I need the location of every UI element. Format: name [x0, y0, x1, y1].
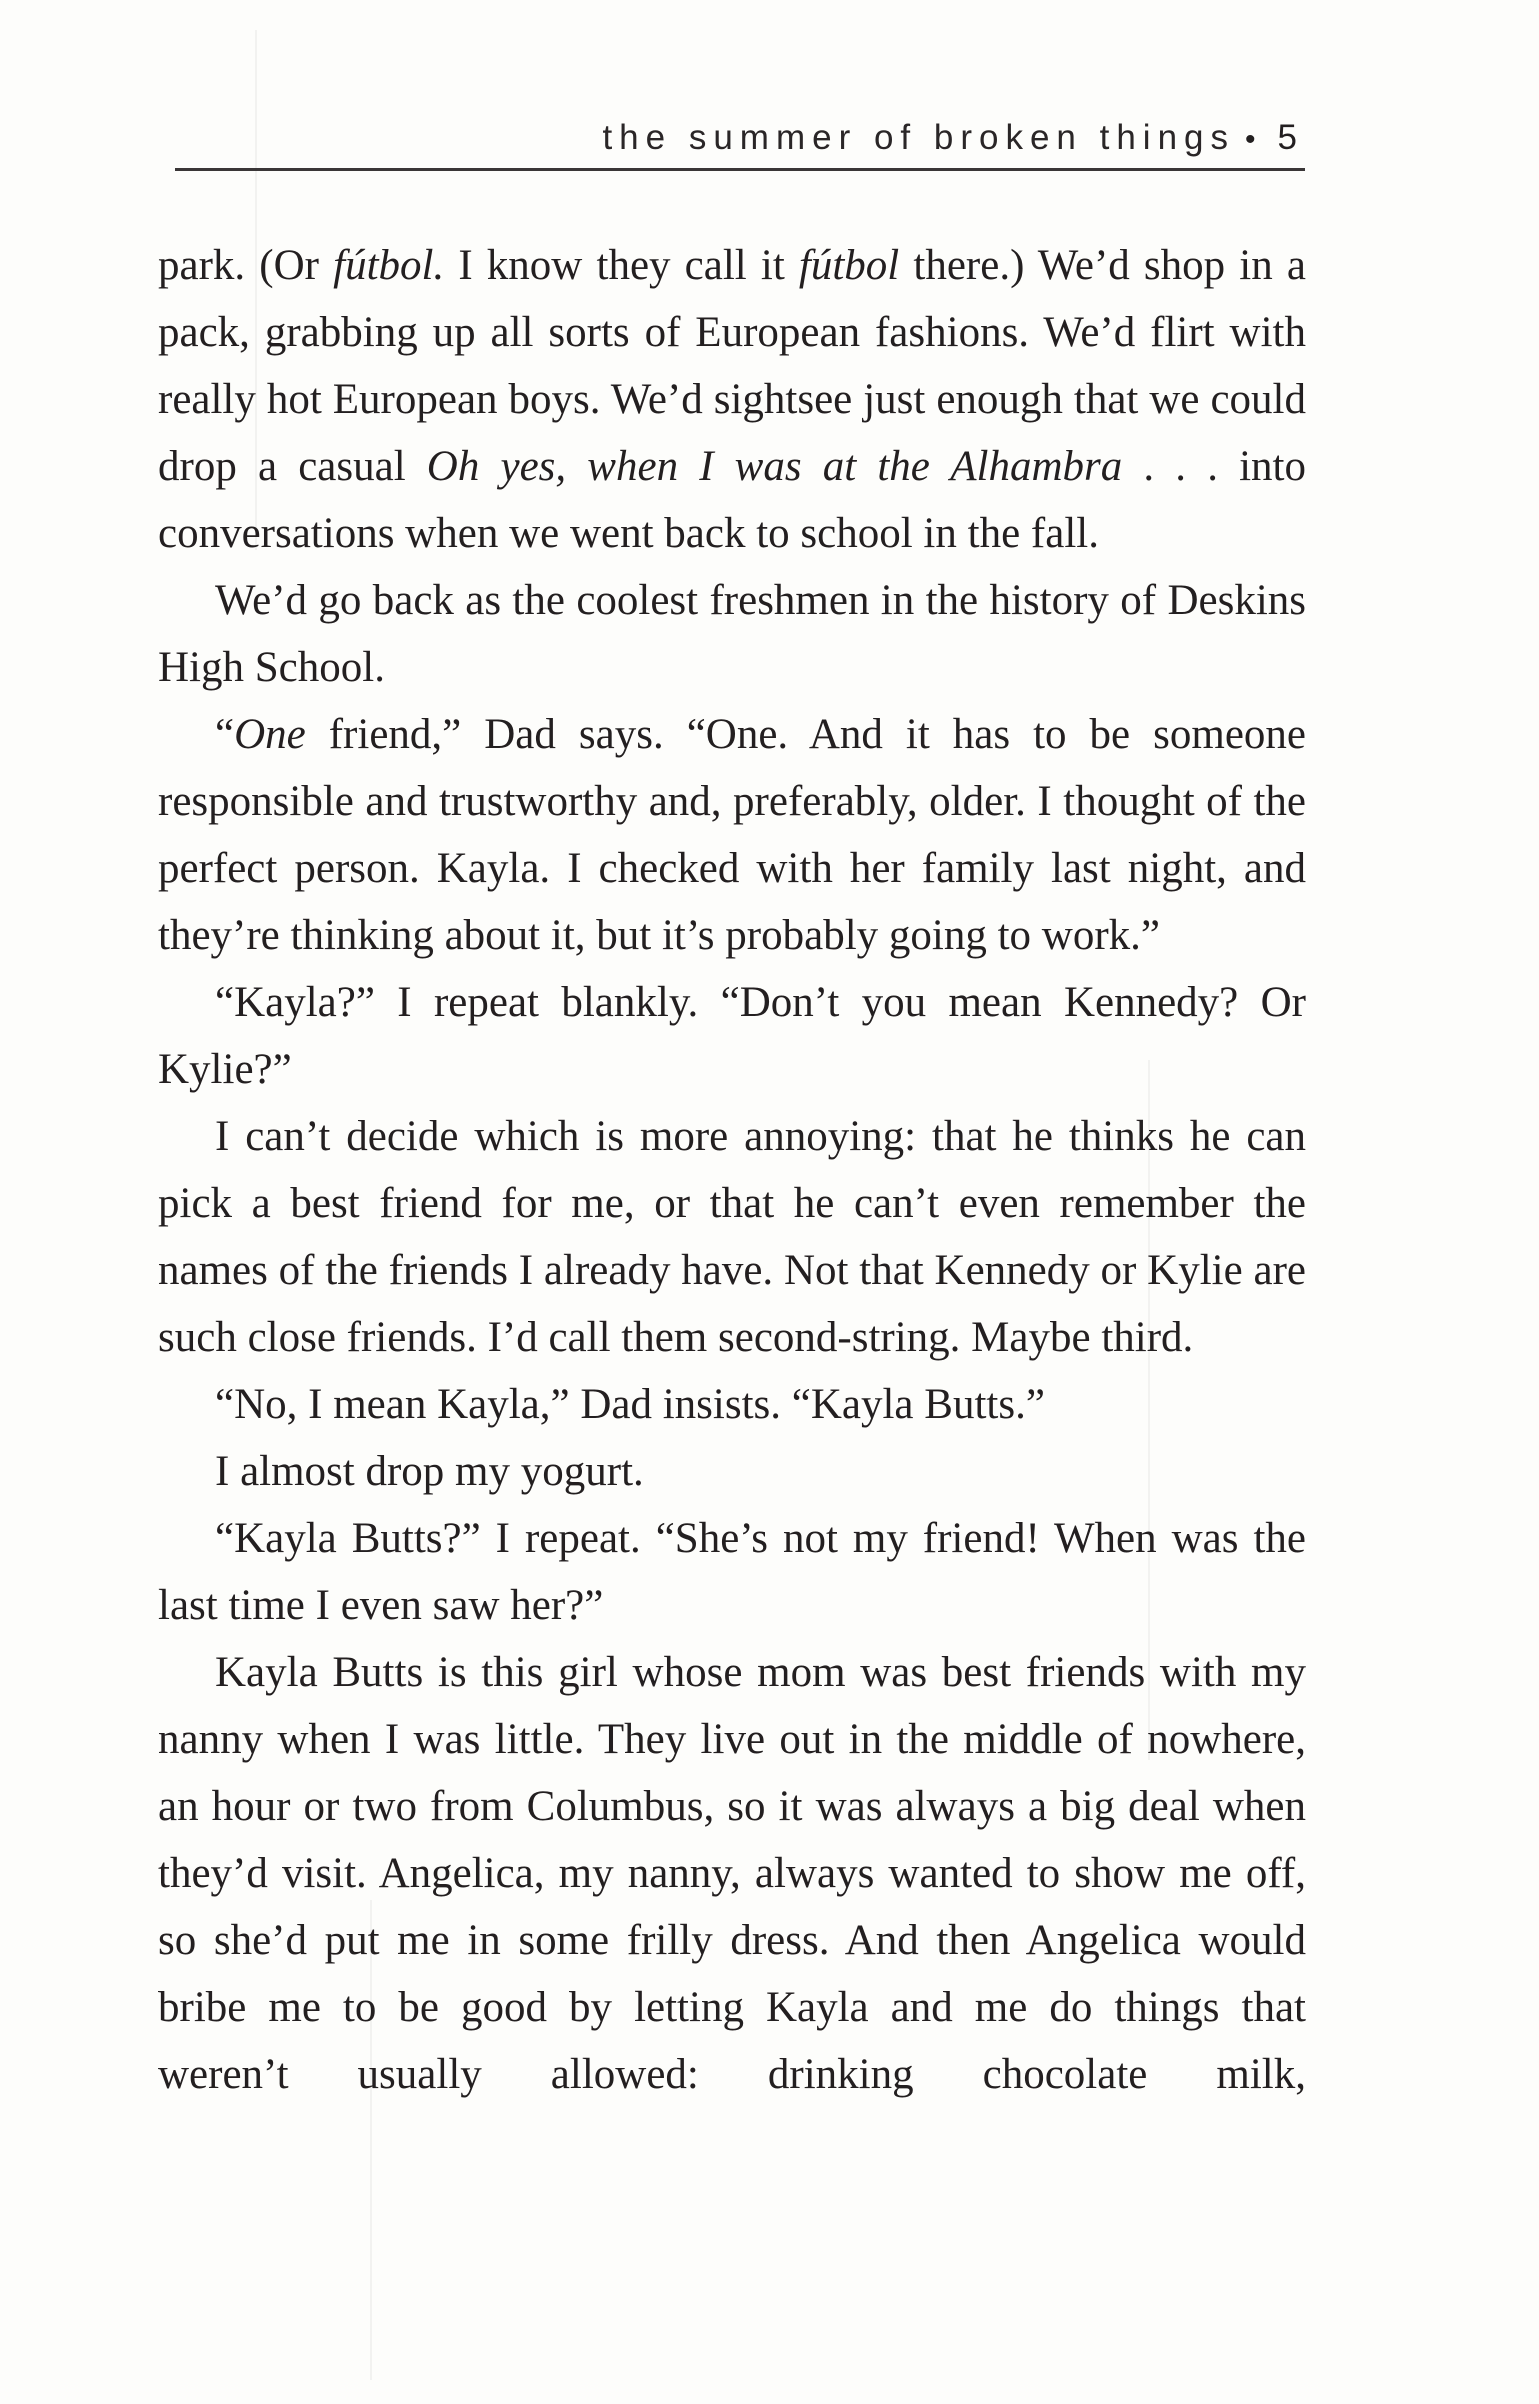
paragraph: [158, 1103, 1306, 1371]
text-run-italic: fútbol: [798, 242, 900, 289]
text-run-italic: Oh yes, when I was at the Alhambra: [426, 443, 1123, 490]
paragraph: [158, 1371, 1306, 1438]
paragraph: [158, 1438, 1306, 1505]
text-run: . . . into conversations when we went back to school in the fall.: [158, 443, 1306, 557]
paragraph: [158, 1639, 1306, 2108]
text-run-italic: fútbol.: [333, 242, 445, 289]
page-number: 5: [1277, 118, 1297, 157]
text-run: We’d go back as the coolest freshmen in the history of Deskins High School.: [158, 577, 1306, 691]
text-run-italic: One: [234, 711, 306, 758]
running-header: [175, 108, 1305, 171]
text-run: “: [215, 711, 235, 758]
text-run: park. (Or: [158, 242, 334, 289]
running-header-title: the summer of broken things: [602, 118, 1236, 157]
paragraph: [158, 232, 1306, 567]
paragraph: [158, 567, 1306, 701]
text-run: I know they call it: [444, 242, 799, 289]
text-run: “Kayla Butts?” I repeat. “She’s not my friend! When was the last time I even saw her?”: [158, 1515, 1306, 1629]
text-run: I almost drop my yogurt.: [215, 1448, 644, 1495]
header-separator: •: [1245, 123, 1256, 156]
text-run: there.) We’d shop in a pack, grabbing up all sorts of European fashions. We’d flirt with really hot European boys. We’d sightsee just enough that we could drop a casual: [158, 242, 1306, 490]
paragraph: [158, 969, 1306, 1103]
text-run: I can’t decide which is more annoying: that he thinks he can pick a best friend for me, or that he can’t even remember the names of the friends I already have. Not that Kennedy or Kylie are such close friends. I’d call them second-string. Maybe third.: [158, 1113, 1306, 1361]
paragraph: [158, 1505, 1306, 1639]
text-run: Kayla Butts is this girl whose mom was best friends with my nanny when I was little. They live out in the middle of nowhere, an hour or two from Columbus, so it was always a big deal when they’d visit. Angelica, my nanny, always wanted to show me off, so she’d put me in some frilly dress. And then Angelica would bribe me to be good by letting Kayla and me do things that weren’t usually allowed: drinking chocolate milk,: [158, 1649, 1306, 2098]
text-run: “Kayla?” I repeat blankly. “Don’t you mean Kennedy? Or Kylie?”: [158, 979, 1306, 1093]
text-run: “No, I mean Kayla,” Dad insists. “Kayla Butts.”: [215, 1381, 1045, 1428]
body-text: [158, 232, 1306, 2108]
paragraph: [158, 701, 1306, 969]
text-run: friend,” Dad says. “One. And it has to be someone responsible and trustworthy and, preferably, older. I thought of the perfect person. Kayla. I checked with her family last night, and they’re thinking about it, but it’s probably going to work.”: [158, 711, 1306, 959]
